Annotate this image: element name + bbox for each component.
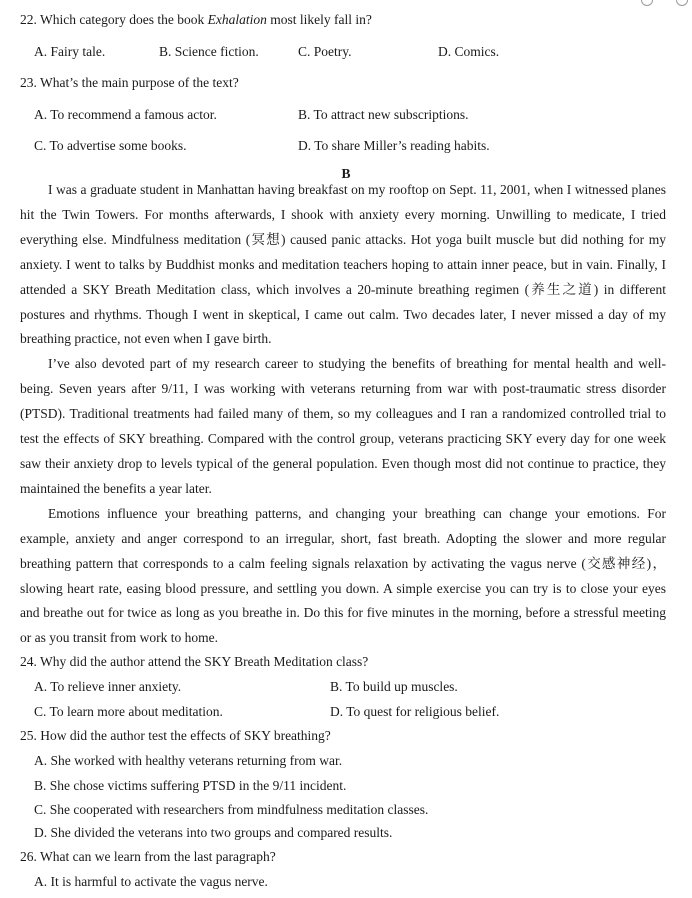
page-corner-mark-right (676, 0, 688, 6)
q23-option-b: B. To attract new subscriptions. (298, 107, 469, 122)
q23-option-a: A. To recommend a famous actor. (34, 107, 217, 122)
q22-option-a: A. Fairy tale. (34, 44, 106, 59)
q24-stem: 24. Why did the author attend the SKY Breath Meditation class? (20, 654, 369, 669)
q25-option-c: C. She cooperated with researchers from mindfulness meditation classes. (34, 802, 429, 817)
q22-option-d: D. Comics. (438, 44, 500, 59)
q22-stem (20, 11, 372, 29)
q26-option-a: A. It is harmful to activate the vagus nerve. (34, 874, 268, 889)
page-corner-mark-left (641, 0, 653, 6)
q24-option-c: C. To learn more about meditation. (34, 704, 223, 719)
q24-option-d: D. To quest for religious belief. (330, 704, 500, 719)
reading-passage (20, 178, 666, 651)
q22-option-b: B. Science fiction. (159, 44, 259, 59)
q25-stem: 25. How did the author test the effects of SKY breathing? (20, 728, 331, 743)
q22-book-title: Exhalation (207, 12, 267, 27)
passage-paragraph-3: Emotions influence your breathing patterns, and changing your breathing can change your emotions. For example, anxiety and anger correspond to an irregular, short, fast breath. Adopting the slower and more regular breathing pattern that corresponds to a calm feeling signals relaxation by activating the vagus nerve (交感神经)，slowing heart rate, easing blood pressure, and settling you down. A simple exercise you can try is to close your eyes and breathe out for twice as long as you breathe in. Do this for five minutes in the morning, before a stressful meeting or as you transit from work to home. (20, 505, 666, 646)
q22-stem-pre: 22. Which category does the book (20, 12, 208, 27)
q22-option-c: C. Poetry. (298, 44, 352, 59)
q24-option-a: A. To relieve inner anxiety. (34, 679, 182, 694)
q23-option-d: D. To share Miller’s reading habits. (298, 138, 490, 153)
q23-stem: 23. What’s the main purpose of the text? (20, 75, 239, 90)
q25-option-a: A. She worked with healthy veterans returning from war. (34, 753, 343, 768)
q25-option-b: B. She chose victims suffering PTSD in the 9/11 incident. (34, 778, 347, 793)
q25-option-d: D. She divided the veterans into two groups and compared results. (34, 825, 393, 840)
q23-option-c: C. To advertise some books. (34, 138, 187, 153)
section-b-label: B (341, 166, 351, 181)
passage-paragraph-1: I was a graduate student in Manhattan having breakfast on my rooftop on Sept. 11, 2001, when I witnessed planes hit the Twin Towers. For months afterwards, I shook with anxiety every morning. Unwilling to medicate, I tried everything else. Mindfulness meditation (冥想) caused panic attacks. Hot yoga built muscle but did nothing for my anxiety. I went to talks by Buddhist monks and meditation teachers hoping to attain inner peace, but in vain. Finally, I attended a SKY Breath Meditation class, which involves a 20-minute breathing regimen (养生之道) in different postures and rhythms. Though I went in skeptical, I came out calm. Two decades later, I never missed a day of my breathing practice, not even when I gave birth. (20, 182, 666, 347)
q26-stem: 26. What can we learn from the last paragraph? (20, 849, 276, 864)
q24-option-b: B. To build up muscles. (330, 679, 458, 694)
q22-stem-post: most likely fall in? (266, 12, 372, 27)
passage-paragraph-2: I’ve also devoted part of my research career to studying the benefits of breathing for mental health and well-being. Seven years after 9/11, I was working with veterans returning from war with post-traumatic stress disorder (PTSD). Traditional treatments had failed many of them, so my colleagues and I ran a randomized controlled trial to test the effects of SKY breathing. Compared with the control group, veterans practicing SKY every day for one week saw their anxiety drop to levels typical of the general population. Even though most did not continue to practice, they maintained the benefits a year later. (20, 356, 666, 496)
